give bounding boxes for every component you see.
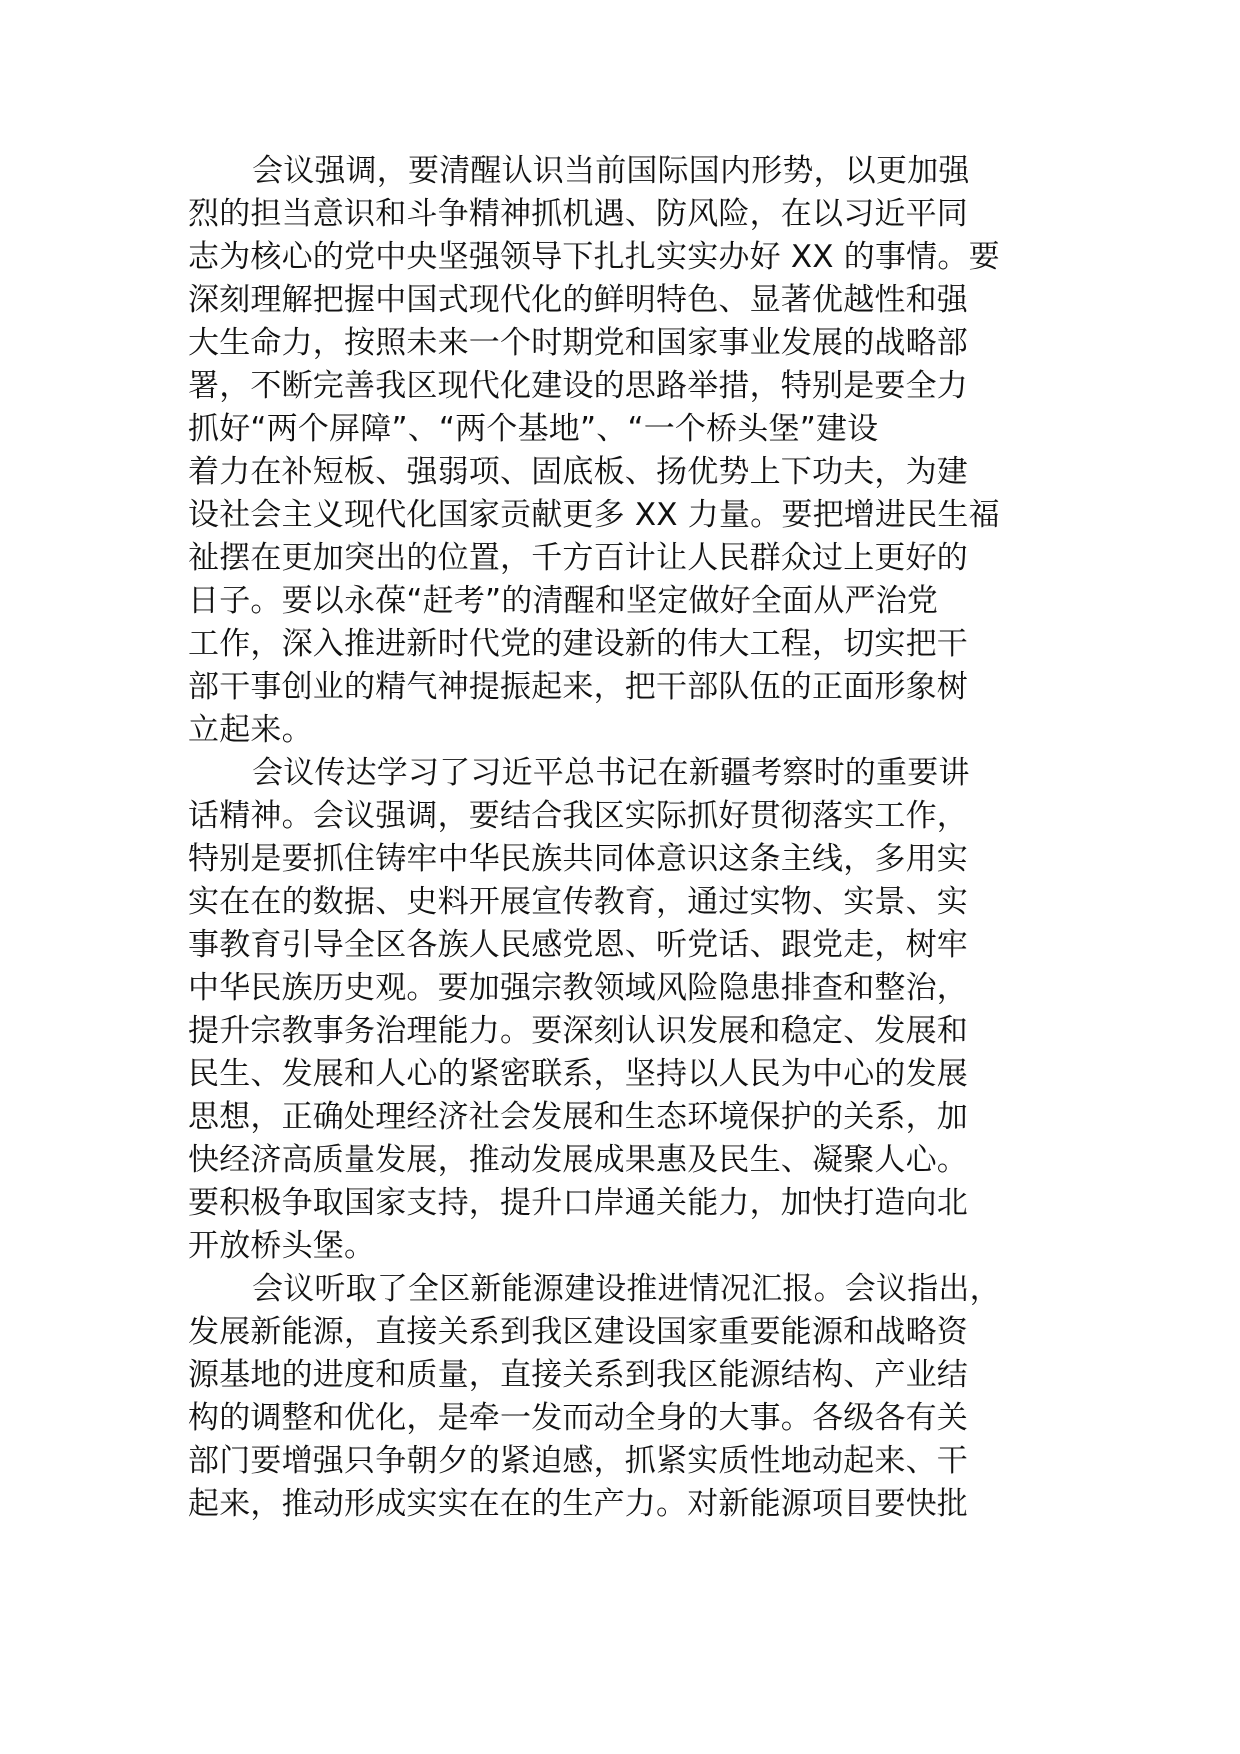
text-line: 立起来。 <box>188 712 313 748</box>
text-line: 大生命力，按照未来一个时期党和国家事业发展的战略部 <box>188 325 968 361</box>
text-line: 实在在的数据、史料开展宣传教育，通过实物、实景、实 <box>188 884 968 920</box>
text-line: 设社会主义现代化国家贡献更多 XX 力量。要把增进民生福 <box>188 497 1000 533</box>
text-line: 志为核心的党中央坚强领导下扎扎实实办好 XX 的事情。要 <box>188 239 1000 275</box>
text-line: 着力在补短板、强弱项、固底板、扬优势上下功夫，为建 <box>188 454 968 490</box>
text-line: 烈的担当意识和斗争精神抓机遇、防风险，在以习近平同 <box>188 196 968 232</box>
text-line: 特别是要抓住铸牢中华民族共同体意识这条主线，多用实 <box>188 841 968 877</box>
text-line: 抓好“两个屏障”、“两个基地”、“一个桥头堡”建设 <box>188 411 879 447</box>
text-line: 会议强调，要清醒认识当前国际国内形势，以更加强 <box>252 153 970 189</box>
text-line: 工作，深入推进新时代党的建设新的伟大工程，切实把干 <box>188 626 968 662</box>
text-line: 深刻理解把握中国式现代化的鲜明特色、显著优越性和强 <box>188 282 968 318</box>
text-line: 要积极争取国家支持，提升口岸通关能力，加快打造向北 <box>188 1185 968 1221</box>
text-line: 日子。要以永葆“赶考”的清醒和坚定做好全面从严治党 <box>188 583 939 619</box>
text-line: 提升宗教事务治理能力。要深刻认识发展和稳定、发展和 <box>188 1013 968 1049</box>
text-line: 构的调整和优化，是牵一发而动全身的大事。各级各有关 <box>188 1400 968 1436</box>
text-line: 开放桥头堡。 <box>188 1228 376 1264</box>
text-line: 起来，推动形成实实在在的生产力。对新能源项目要快批 <box>188 1486 968 1522</box>
text-line: 中华民族历史观。要加强宗教领域风险隐患排查和整治， <box>188 970 968 1006</box>
paragraph-2 <box>188 752 1076 1268</box>
paragraph-3 <box>188 1268 1076 1526</box>
text-line: 部干事创业的精气神提振起来，把干部队伍的正面形象树 <box>188 669 968 705</box>
text-line: 快经济高质量发展，推动发展成果惠及民生、凝聚人心。 <box>188 1142 968 1178</box>
paragraph-1 <box>188 150 1076 752</box>
text-line: 源基地的进度和质量，直接关系到我区能源结构、产业结 <box>188 1357 968 1393</box>
text-line: 会议听取了全区新能源建设推进情况汇报。会议指出， <box>252 1271 1001 1307</box>
text-line: 部门要增强只争朝夕的紧迫感，抓紧实质性地动起来、干 <box>188 1443 968 1479</box>
text-line: 祉摆在更加突出的位置，千方百计让人民群众过上更好的 <box>188 540 968 576</box>
text-line: 民生、发展和人心的紧密联系，坚持以人民为中心的发展 <box>188 1056 968 1092</box>
text-line: 话精神。会议强调，要结合我区实际抓好贯彻落实工作， <box>188 798 968 834</box>
text-line: 事教育引导全区各族人民感党恩、听党话、跟党走，树牢 <box>188 927 968 963</box>
text-line: 会议传达学习了习近平总书记在新疆考察时的重要讲 <box>252 755 970 791</box>
text-line: 署，不断完善我区现代化建设的思路举措，特别是要全力 <box>188 368 968 404</box>
text-line: 发展新能源，直接关系到我区建设国家重要能源和战略资 <box>188 1314 968 1350</box>
text-line: 思想，正确处理经济社会发展和生态环境保护的关系，加 <box>188 1099 968 1135</box>
document-body <box>188 150 1076 1526</box>
